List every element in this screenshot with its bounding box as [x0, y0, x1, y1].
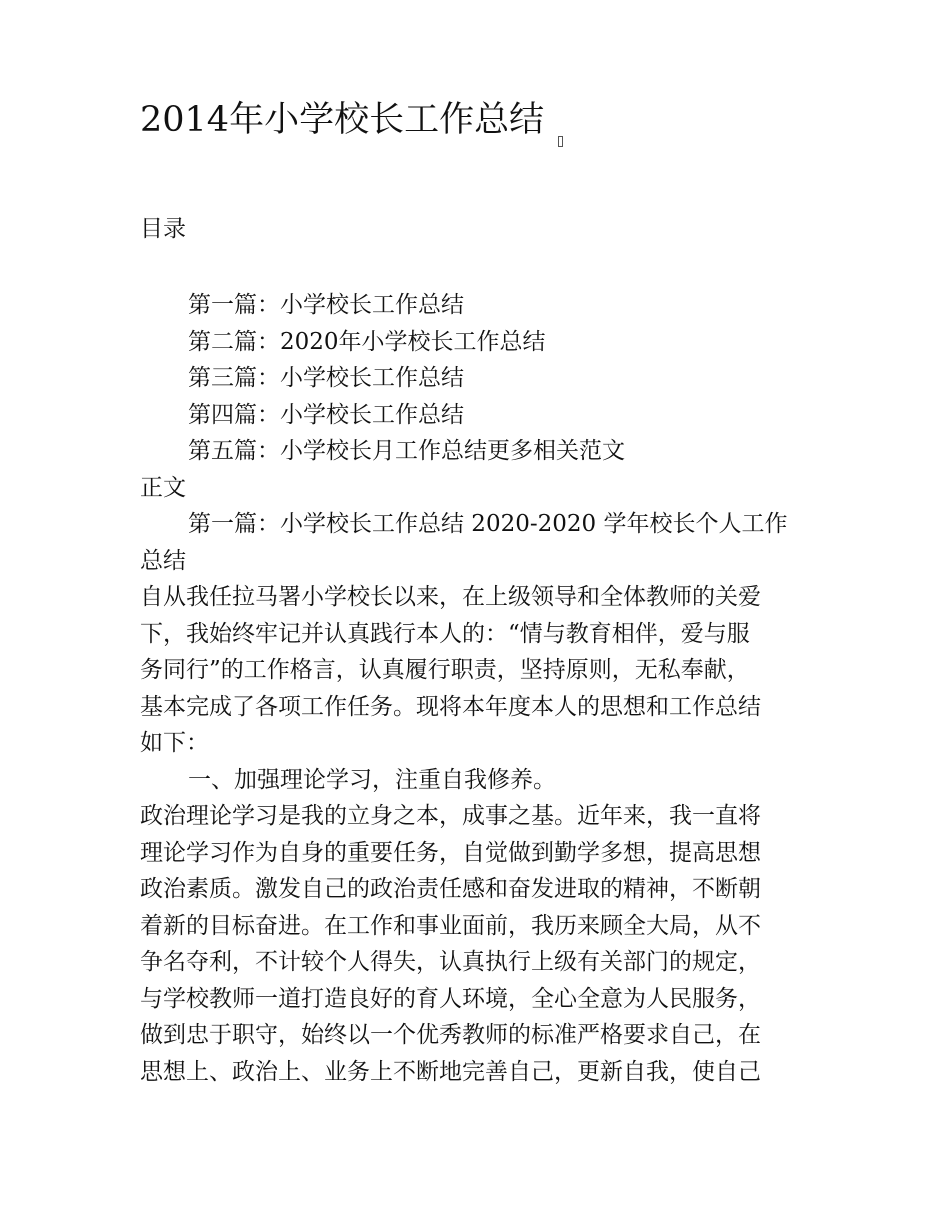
paragraph-1-line-5: 如下： [140, 730, 209, 756]
paragraph-1-line-2: 下，我始终牢记并认真践行本人的：“情与教育相伴，爱与服 [140, 620, 750, 647]
paragraph-1-line-3: 务同行”的工作格言，认真履行职责，坚持原则，无私奉献， [140, 657, 750, 683]
paragraph-2-line-4: 着新的目标奋进。在工作和事业面前，我历来顾全大局，从不 [140, 912, 761, 939]
toc-item-2: 第二篇：2020年小学校长工作总结 [188, 328, 546, 355]
paragraph-1-line-1: 自从我任拉马署小学校长以来，在上级领导和全体教师的关爱 [140, 584, 761, 610]
paragraph-2-line-5: 争名夺利，不计较个人得失，认真执行上级有关部门的规定， [140, 949, 761, 975]
paragraph-2-line-7: 做到忠于职守，始终以一个优秀教师的标准严格要求自己，在 [140, 1022, 761, 1048]
toc-item-1: 第一篇：小学校长工作总结 [188, 292, 464, 318]
toc-item-5: 第五篇：小学校长月工作总结更多相关范文 [188, 438, 625, 464]
paragraph-1-line-4: 基本完成了各项工作任务。现将本年度本人的思想和工作总结 [140, 693, 761, 720]
paragraph-2-line-3: 政治素质。激发自己的政治责任感和奋发进取的精神，不断朝 [140, 876, 761, 902]
body-heading: 正文 [140, 474, 186, 501]
paragraph-2-line-8: 思想上、政治上、业务上不断地完善自己，更新自我，使自己 [140, 1058, 761, 1085]
toc-heading: 目录 [140, 216, 186, 242]
article-title-line-2: 总结 [140, 547, 186, 574]
paragraph-2-line-1: 政治理论学习是我的立身之本，成事之基。近年来，我一直将 [140, 803, 761, 829]
placeholder-glyph-icon [558, 136, 563, 147]
article-title-line-1: 第一篇：小学校长工作总结 2020-2020 学年校长个人工作 [188, 511, 788, 537]
document-body [140, 287, 810, 1090]
paragraph-2-line-2: 理论学习作为自身的重要任务，自觉做到勤学多想，提高思想 [140, 839, 761, 866]
document-title: 2014年小学校长工作总结 [140, 100, 545, 140]
toc-item-4: 第四篇：小学校长工作总结 [188, 401, 464, 428]
paragraph-2-line-6: 与学校教师一道打造良好的育人环境，全心全意为人民服务， [140, 985, 761, 1012]
section-1-heading: 一、加强理论学习，注重自我修养。 [188, 766, 556, 793]
toc-item-3: 第三篇：小学校长工作总结 [188, 365, 464, 391]
